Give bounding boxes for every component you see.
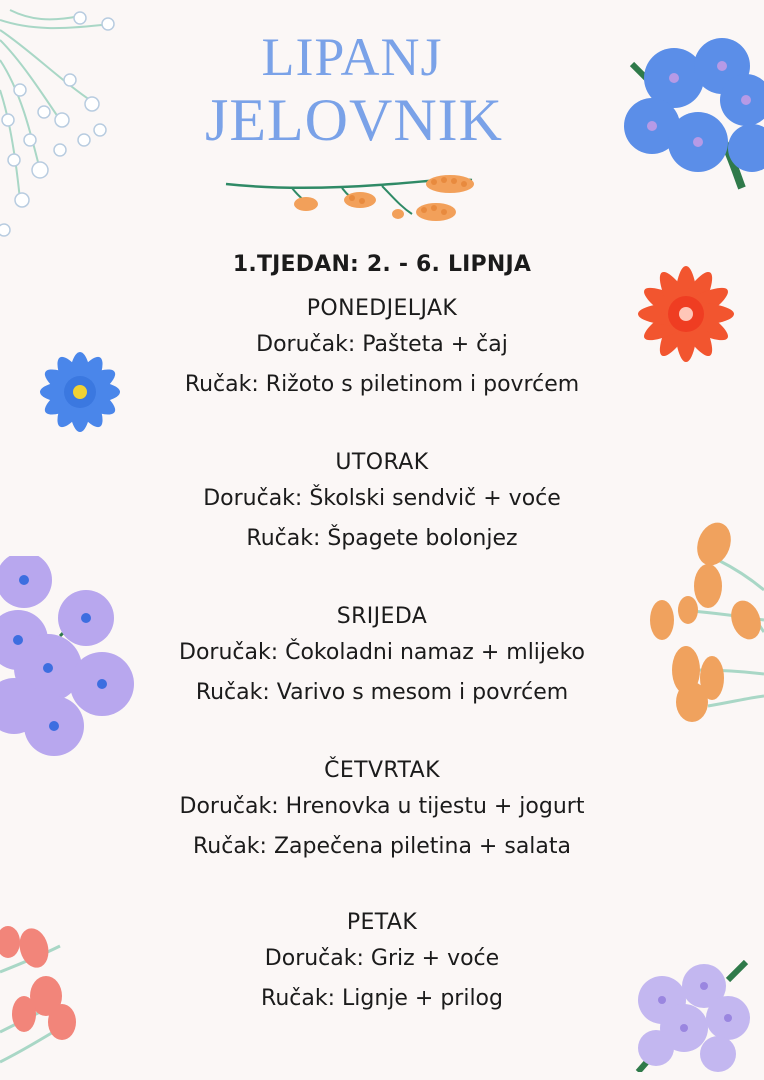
day-name: PETAK [346, 910, 418, 935]
breakfast-item: Doručak: Griz + voće [264, 946, 500, 971]
title-line-2: JELOVNIK [205, 87, 503, 153]
lunch-item: Ručak: Rižoto s piletinom i povrćem [184, 372, 580, 397]
red-daisy-icon [628, 252, 748, 378]
pink-flower-stems-icon [0, 912, 94, 1080]
day-name: UTORAK [335, 450, 429, 475]
breakfast-item: Doručak: Čokoladni namaz + mlijeko [179, 640, 585, 665]
lunch-item: Ručak: Varivo s mesom i povrćem [195, 680, 569, 705]
orange-flower-stems-icon [648, 520, 764, 726]
day-name: PONEDJELJAK [306, 296, 458, 321]
day-name: ČETVRTAK [324, 758, 440, 783]
purple-flower-cluster-icon [0, 556, 138, 762]
white-flower-sprigs-icon [0, 0, 130, 240]
breakfast-item: Doručak: Pašteta + čaj [256, 332, 508, 357]
lunch-item: Ručak: Špagete bolonjez [246, 526, 518, 551]
day-block-thursday [0, 758, 764, 874]
day-name: SRIJEDA [336, 604, 428, 629]
week-heading: 1.TJEDAN: 2. - 6. LIPNJA [232, 252, 532, 277]
orange-wheat-sprig-icon [222, 168, 484, 232]
breakfast-item: Doručak: Školski sendvič + voće [203, 486, 561, 511]
blue-daisy-icon [24, 330, 136, 458]
breakfast-item: Doručak: Hrenovka u tijestu + jogurt [179, 794, 585, 819]
title-line-1: LIPANJ [261, 27, 443, 87]
lunch-item: Ručak: Lignje + prilog [261, 986, 503, 1011]
lilac-flower-cluster-icon [632, 960, 752, 1072]
lunch-item: Ručak: Zapečena piletina + salata [192, 834, 572, 859]
blue-flower-cluster-icon [622, 38, 764, 198]
